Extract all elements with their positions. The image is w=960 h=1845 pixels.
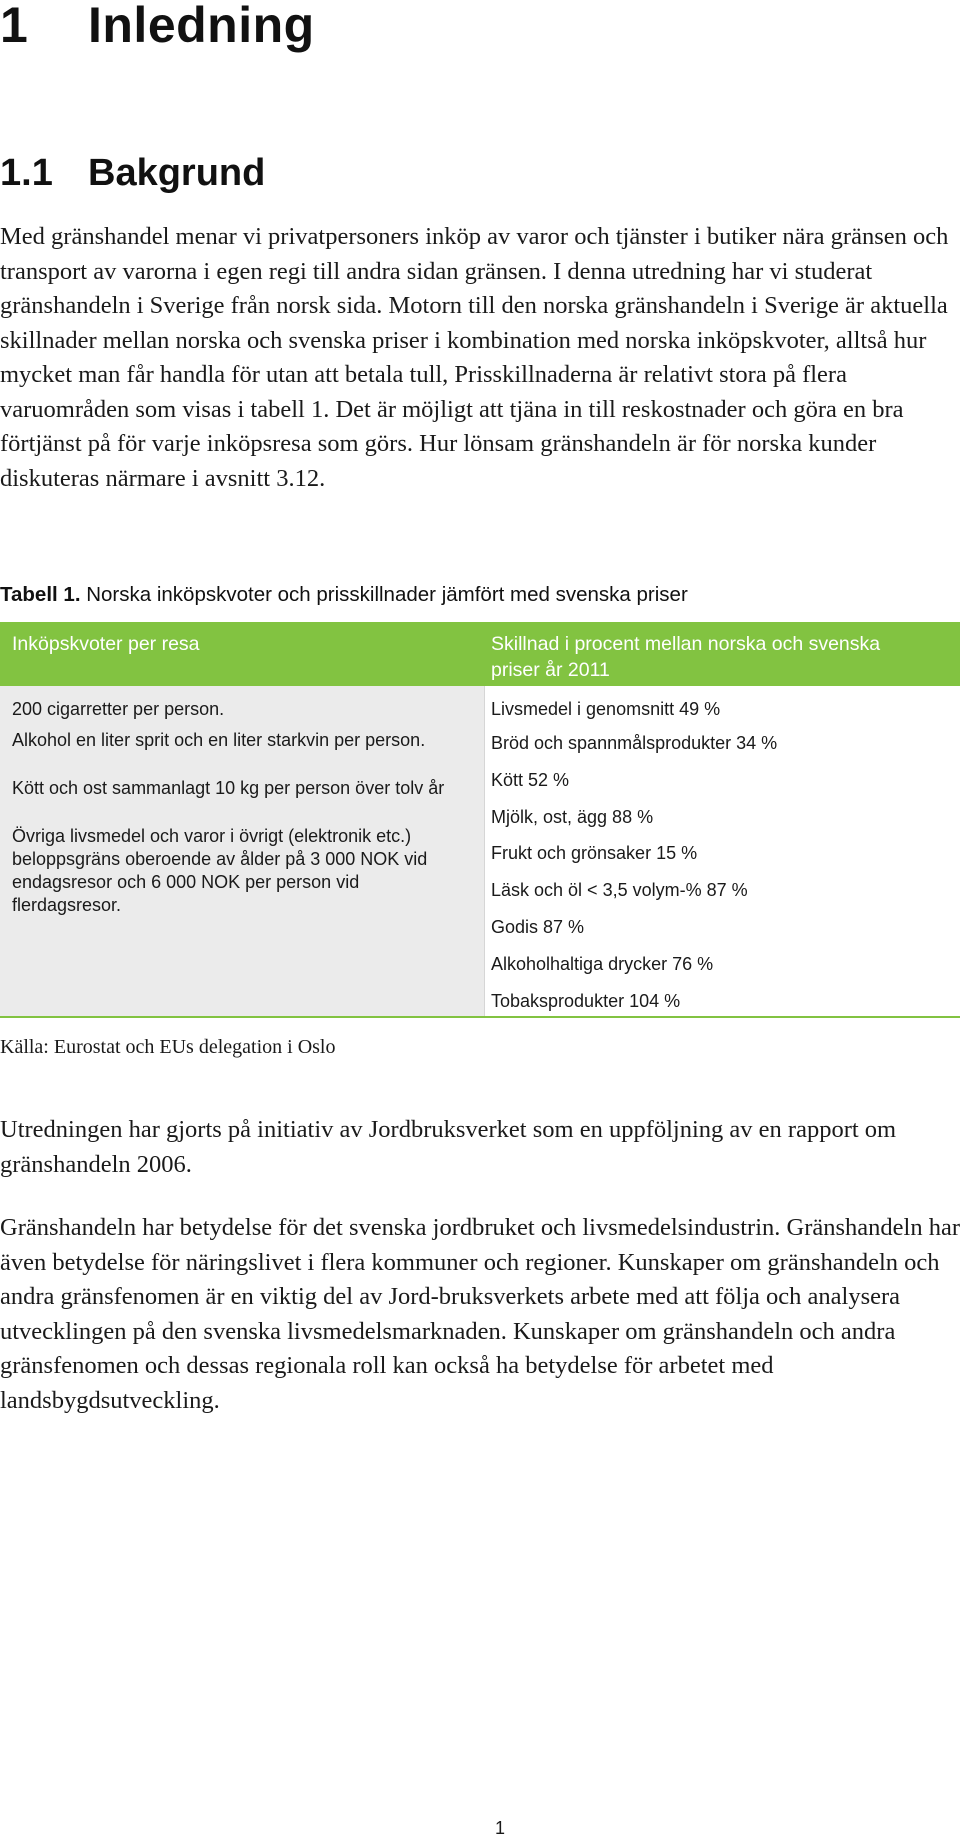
table-caption-label: Tabell 1. <box>0 583 81 606</box>
price-difference-item: Bröd och spannmålsprodukter 34 % <box>491 733 778 753</box>
price-difference-item: Godis 87 % <box>491 917 585 937</box>
table-header-quotas: Inköpskvoter per resa <box>12 633 200 655</box>
chapter-heading <box>0 0 315 54</box>
price-difference-item: Kött 52 % <box>491 770 570 790</box>
chapter-title: Inledning <box>88 0 315 53</box>
table-header-row <box>0 622 960 686</box>
table-source: Källa: Eurostat och EUs delegation i Oslo <box>0 1036 336 1058</box>
price-difference-item: Alkoholhaltiga drycker 76 % <box>491 954 714 974</box>
page-number: 1 <box>495 1818 506 1838</box>
quota-item: 200 cigarretter per person. <box>12 699 225 719</box>
paragraph-significance: Gränshandeln har betydelse för det svenska jordbruket och livsmedelsindustrin. Gränshandeln har även betydelse för näringslivet i flera kommuner och regioner. Kunskaper om gränshandeln och andra gränsfenomen är en viktig del av Jord-bruksverkets arbete med att följa och analysera utvecklingen på den svenska livsmedelsmarknaden. Kunskaper om gränshandeln och andra gränsfenomen och dessas regionala roll kan också ha betydelse för arbetet med landsbygdsutveckling. <box>0 1214 960 1414</box>
price-difference-item: Tobaksprodukter 104 % <box>491 991 681 1011</box>
quota-price-table <box>0 622 960 1018</box>
price-difference-item: Mjölk, ost, ägg 88 % <box>491 807 654 827</box>
price-difference-item: Livsmedel i genomsnitt 49 % <box>491 699 721 719</box>
table-header-price-difference: Skillnad i procent mellan norska och svenska priser år 2011 <box>491 633 881 681</box>
quota-item: Kött och ost sammanlagt 10 kg per person över tolv år <box>12 778 445 798</box>
section-title: Bakgrund <box>88 152 266 194</box>
section-heading <box>0 152 265 195</box>
price-difference-item: Frukt och grönsaker 15 % <box>491 843 698 863</box>
table-caption <box>0 583 688 607</box>
paragraph-initiative: Utredningen har gjorts på initiativ av Jordbruksverket som en uppföljning av en rapport om gränshandeln 2006. <box>0 1116 897 1178</box>
table-column-divider <box>484 686 485 1018</box>
paragraph-intro: Med gränshandel menar vi privatpersoners inköp av varor och tjänster i butiker nära gränsen och transport av varorna i egen regi till andra sidan gränsen. I denna utredning har vi studerat gränshandeln i Sverige från norsk sida. Motorn till den norska gränshandeln i Sverige är aktuella skillnader mellan norska och svenska priser i kombination med norska inköpskvoter, alltså hur mycket man får handla för utan att betala tull, Prisskillnaderna är relativt stora på flera varuområden som visas i tabell 1. Det är möjligt att tjäna in till reskostnader och göra en bra förtjänst på för varje inköpsresa som görs. Hur lönsam gränshandeln är för norska kunder diskuteras närmare i avsnitt 3.12. <box>0 223 949 492</box>
table-caption-text: Norska inköpskvoter och prisskillnader jämfört med svenska priser <box>80 583 688 606</box>
chapter-number: 1 <box>0 0 29 53</box>
quota-item: Övriga livsmedel och varor i övrigt (elektronik etc.) beloppsgräns oberoende av ålder på 3 000 NOK vid endagsresor och 6 000 NOK per person vid flerdagsresor. <box>12 826 428 915</box>
price-difference-item: Läsk och öl < 3,5 volym-% 87 % <box>491 880 748 900</box>
table-bottom-rule <box>0 1016 960 1018</box>
quota-item: Alkohol en liter sprit och en liter starkvin per person. <box>12 730 426 750</box>
section-number: 1.1 <box>0 152 53 194</box>
